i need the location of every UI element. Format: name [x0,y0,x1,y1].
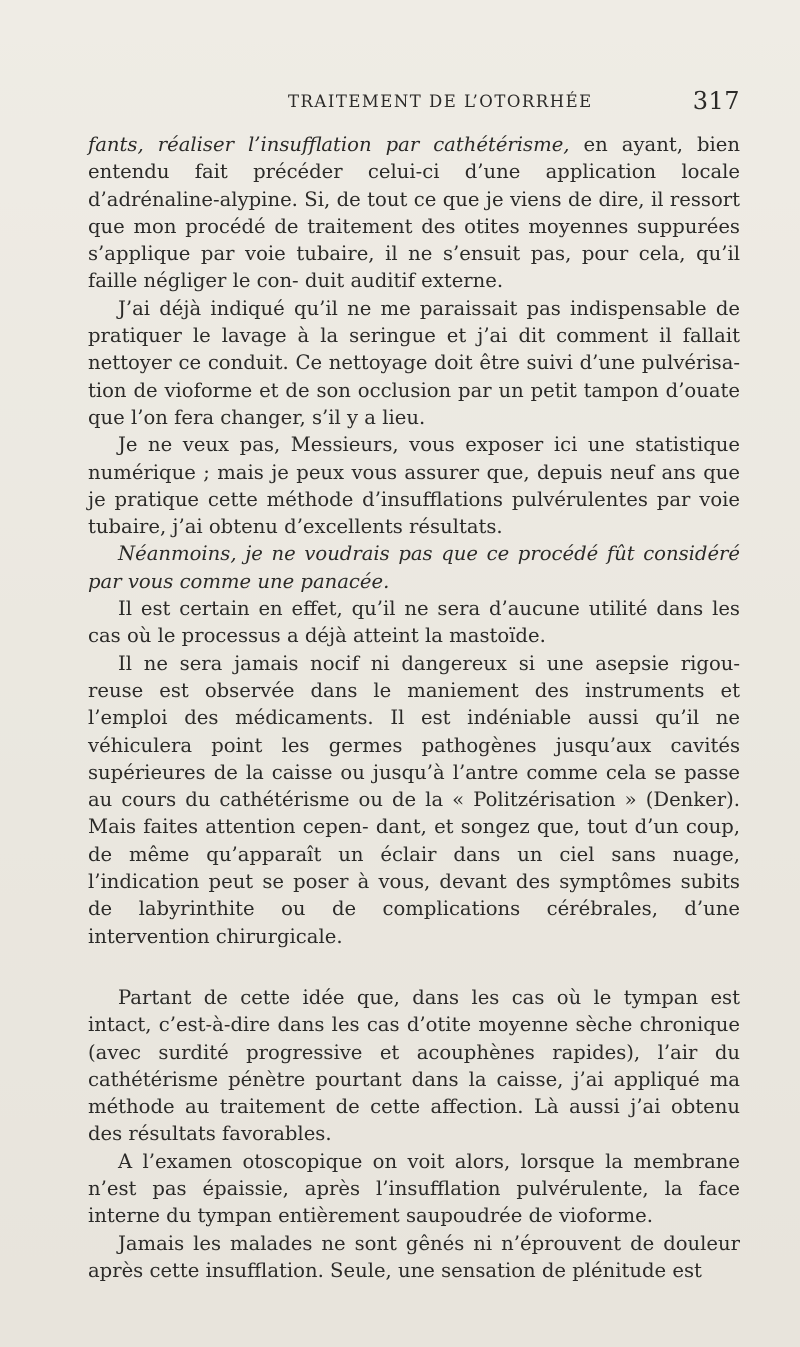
running-title: TRAITEMENT DE L’OTORRHÉE [288,92,593,111]
paragraph-9: Jamais les malades ne sont gênés ni n’éprouvent de douleur après cette insufflation. Seule, une sensation de plénitude est [88,1231,740,1282]
body-text [88,131,740,1284]
page-header [88,88,740,118]
paragraph-5: Il est certain en effet, qu’il ne sera d’aucune utilité dans les cas où le processus a déjà atteint la mastoïde. [88,597,740,648]
paragraph-7: Partant de cette idée que, dans les cas où le tympan est intact, c’est-à-dire dans les cas d’otite moyenne sèche chronique (avec surdité progressive et acouphènes rapides), l’air du cathétérisme pénètre pourtant dans la caisse, j’ai appliqué ma méthode au traitement de cette affection. Là aussi j’ai obtenu des résultats favorables. [88,985,740,1146]
italic-lead: fants, réaliser l’insufflation par cathétérisme, [88,133,570,156]
paragraph-6: Il ne sera jamais nocif ni dangereux si une asepsie rigou- reuse est observée dans le maniement des instruments et l’emploi des médicaments. Il est indéniable aussi qu’il ne véhiculera point les germes pathogènes jusqu’aux cavités supérieures de la caisse ou jusqu’à l’antre comme cela se passe au cours du cathétérisme ou de la « Politzérisation » (Denker). Mais faites attention cepen- dant, et songez que, tout d’un coup, de même qu’apparaît un éclair dans un ciel sans nuage, l’indication peut se poser à vous, devant des symptômes subits de labyrinthite ou de complications cérébrales, d’une intervention chirurgicale. [88,651,740,948]
paragraph-1 [88,131,740,295]
paragraph-4 [88,540,740,595]
paragraph-3: Je ne veux pas, Messieurs, vous exposer ici une statistique numérique ; mais je peux vous assurer que, depuis neuf ans que je pratique cette méthode d’insufflations pulvérulentes par voie tubaire, j’ai obtenu d’excellents résultats. [88,433,740,539]
paragraph-1-text: en ayant, bien entendu fait précéder celui-ci d’une application locale d’adrénaline-alypine. Si, de tout ce que je viens de dire, il ressort que mon procédé de traitement des otites moyennes suppurées s’applique par voie tubaire, il ne s’ensuit pas, pour cela, qu’il faille négliger le con- duit auditif externe. [88,133,741,293]
paragraph-2: J’ai déjà indiqué qu’il ne me paraissait pas indispensable de pratiquer le lavage à la seringue et j’ai dit comment il fallait nettoyer ce conduit. Ce nettoyage doit être suivi d’une pulvérisa- tion de vioforme et de son occlusion par un petit tampon d’ouate que l’on fera changer, s’il y a lieu. [88,296,740,429]
page-number: 317 [692,87,740,115]
paragraph-8: A l’examen otoscopique on voit alors, lorsque la membrane n’est pas épaissie, après l’insufflation pulvérulente, la face interne du tympan entièrement saupoudrée de vioforme. [88,1149,740,1228]
italic-paragraph: Néanmoins, je ne voudrais pas que ce procédé fût considéré par vous comme une panacée. [88,542,740,593]
